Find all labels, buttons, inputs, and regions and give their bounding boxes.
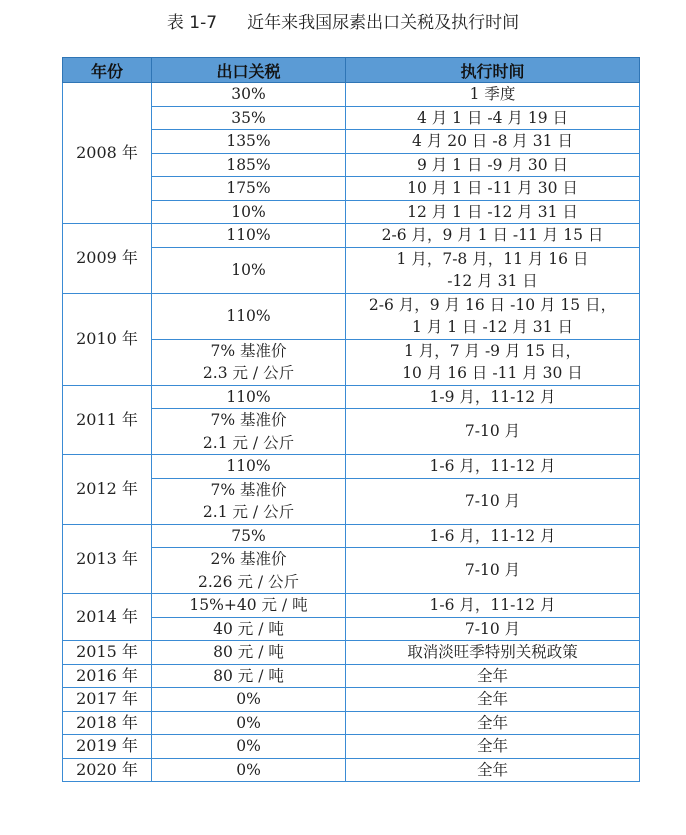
period-cell xyxy=(346,130,640,154)
tariff-line: 10% xyxy=(231,260,266,279)
tariff-line: 0% xyxy=(236,690,261,708)
tariff-cell xyxy=(152,83,346,107)
period-line: 10 月 16 日 -11 月 30 日 xyxy=(402,364,583,382)
tariff-cell xyxy=(152,409,346,455)
tariff-cell xyxy=(152,548,346,594)
period-cell xyxy=(346,664,640,688)
tariff-cell xyxy=(152,617,346,641)
year-cell: 2012 年 xyxy=(63,455,152,525)
table-title: 近年来我国尿素出口关税及执行时间 xyxy=(247,13,520,33)
tariff-line: 15%+40 元 / 吨 xyxy=(189,596,308,614)
table-row xyxy=(63,641,640,665)
period-line: 7-10 月 xyxy=(464,619,521,638)
tariff-line: 110% xyxy=(226,457,271,475)
tariff-line: 2.1 元 / 公斤 xyxy=(202,433,295,452)
tariff-line: 2.3 元 / 公斤 xyxy=(202,364,295,382)
table-number: 表 1-7 xyxy=(166,13,218,33)
year-cell: 2008 年 xyxy=(63,83,152,224)
period-cell xyxy=(346,177,640,201)
tariff-cell xyxy=(152,664,346,688)
period-line: 1 月 1 日 -12 月 31 日 xyxy=(412,318,573,336)
table-caption xyxy=(0,8,686,33)
period-line: 4 月 20 日 -8 月 31 日 xyxy=(412,132,573,150)
tariff-line: 2.1 元 / 公斤 xyxy=(202,503,295,521)
tariff-line: 30% xyxy=(231,85,266,103)
tariff-line: 7% 基准价 xyxy=(210,341,287,360)
tariff-cell xyxy=(152,177,346,201)
tariff-line: 75% xyxy=(231,526,266,545)
period-cell xyxy=(346,641,640,665)
period-cell xyxy=(346,594,640,618)
table-row xyxy=(63,293,640,339)
period-line: 1-6 月，11-12 月 xyxy=(429,596,556,614)
table-body xyxy=(63,83,640,782)
year-cell: 2019 年 xyxy=(63,735,152,759)
year-cell: 2013 年 xyxy=(63,524,152,594)
period-cell xyxy=(346,548,640,594)
period-line: 1 月，7 月 -9 月 15 日， xyxy=(403,341,582,360)
period-line: 全年 xyxy=(476,737,508,755)
period-cell xyxy=(346,735,640,759)
tariff-cell xyxy=(152,688,346,712)
period-cell xyxy=(346,293,640,339)
period-cell xyxy=(346,153,640,177)
period-cell xyxy=(346,339,640,385)
period-line: 2-6 月，9 月 16 日 -10 月 15 日， xyxy=(368,295,617,314)
table-row xyxy=(63,385,640,409)
header-tariff: 出口关税 xyxy=(152,58,346,83)
period-cell xyxy=(346,455,640,479)
tariff-cell xyxy=(152,106,346,130)
period-line: 1-6 月，11-12 月 xyxy=(429,526,556,545)
table-row xyxy=(63,524,640,548)
tariff-cell xyxy=(152,594,346,618)
table-row xyxy=(63,735,640,759)
year-cell: 2015 年 xyxy=(63,641,152,665)
period-line: 12 月 1 日 -12 月 31 日 xyxy=(407,202,578,221)
tariff-line: 10% xyxy=(231,202,266,221)
tariff-cell xyxy=(152,247,346,293)
period-cell xyxy=(346,478,640,524)
tariff-line: 110% xyxy=(226,387,271,406)
period-cell xyxy=(346,247,640,293)
tariff-cell xyxy=(152,735,346,759)
period-cell xyxy=(346,688,640,712)
tariff-line: 7% 基准价 xyxy=(210,411,287,429)
tariff-cell xyxy=(152,758,346,782)
period-cell xyxy=(346,617,640,641)
table-row xyxy=(63,664,640,688)
year-cell: 2018 年 xyxy=(63,711,152,735)
table-row xyxy=(63,83,640,107)
year-cell: 2014 年 xyxy=(63,594,152,641)
header-row xyxy=(63,58,640,83)
period-line: 全年 xyxy=(476,690,508,708)
period-cell xyxy=(346,83,640,107)
tariff-cell xyxy=(152,711,346,735)
period-line: 7-10 月 xyxy=(464,422,521,441)
period-cell xyxy=(346,224,640,248)
tariff-line: 35% xyxy=(231,108,266,127)
tariff-line: 110% xyxy=(226,226,271,244)
period-line: 1 月，7-8 月，11 月 16 日 xyxy=(396,249,589,268)
period-line: 全年 xyxy=(476,760,508,779)
period-line: 10 月 1 日 -11 月 30 日 xyxy=(407,179,578,197)
period-line: -12 月 31 日 xyxy=(447,272,538,290)
year-cell: 2010 年 xyxy=(63,293,152,385)
tariff-line: 2% 基准价 xyxy=(210,550,287,568)
year-cell: 2020 年 xyxy=(63,758,152,782)
table-row xyxy=(63,594,640,618)
header-year: 年份 xyxy=(63,58,152,83)
tariff-cell xyxy=(152,293,346,339)
period-line: 全年 xyxy=(476,666,508,685)
period-cell xyxy=(346,385,640,409)
tariff-cell xyxy=(152,455,346,479)
tariff-cell xyxy=(152,153,346,177)
table-row xyxy=(63,688,640,712)
period-line: 4 月 1 日 -4 月 19 日 xyxy=(416,108,569,127)
tariff-line: 0% xyxy=(236,713,261,732)
period-line: 取消淡旺季特别关税政策 xyxy=(407,643,578,661)
tariff-line: 175% xyxy=(226,179,271,197)
tariff-line: 2.26 元 / 公斤 xyxy=(197,572,299,591)
tariff-cell xyxy=(152,641,346,665)
table-row xyxy=(63,455,640,479)
tariff-cell xyxy=(152,130,346,154)
period-line: 2-6 月，9 月 1 日 -11 月 15 日 xyxy=(381,226,604,244)
period-line: 7-10 月 xyxy=(464,561,521,580)
table-row xyxy=(63,758,640,782)
tariff-line: 135% xyxy=(226,132,271,150)
year-cell: 2016 年 xyxy=(63,664,152,688)
tariff-cell xyxy=(152,339,346,385)
tariff-cell xyxy=(152,478,346,524)
tariff-cell xyxy=(152,200,346,224)
tariff-line: 7% 基准价 xyxy=(210,480,287,499)
tariff-cell xyxy=(152,224,346,248)
period-cell xyxy=(346,200,640,224)
period-line: 全年 xyxy=(476,713,508,732)
tariff-line: 40 元 / 吨 xyxy=(213,619,284,638)
header-period: 执行时间 xyxy=(346,58,640,83)
tariff-line: 80 元 / 吨 xyxy=(213,643,284,661)
tariff-line: 0% xyxy=(236,737,261,755)
tariff-line: 110% xyxy=(226,306,271,325)
period-line: 7-10 月 xyxy=(464,491,521,510)
tariff-table xyxy=(62,57,640,782)
period-line: 1 季度 xyxy=(469,85,516,103)
period-line: 1-9 月，11-12 月 xyxy=(429,387,556,406)
year-cell: 2017 年 xyxy=(63,688,152,712)
tariff-line: 80 元 / 吨 xyxy=(213,666,284,685)
tariff-line: 185% xyxy=(226,155,271,174)
period-cell xyxy=(346,711,640,735)
period-cell xyxy=(346,524,640,548)
table-row xyxy=(63,224,640,248)
table-row xyxy=(63,711,640,735)
period-line: 9 月 1 日 -9 月 30 日 xyxy=(416,155,569,174)
period-cell xyxy=(346,106,640,130)
tariff-cell xyxy=(152,385,346,409)
period-line: 1-6 月，11-12 月 xyxy=(429,457,556,475)
period-cell xyxy=(346,409,640,455)
tariff-cell xyxy=(152,524,346,548)
year-cell: 2009 年 xyxy=(63,224,152,294)
year-cell: 2011 年 xyxy=(63,385,152,455)
tariff-line: 0% xyxy=(236,760,261,779)
period-cell xyxy=(346,758,640,782)
